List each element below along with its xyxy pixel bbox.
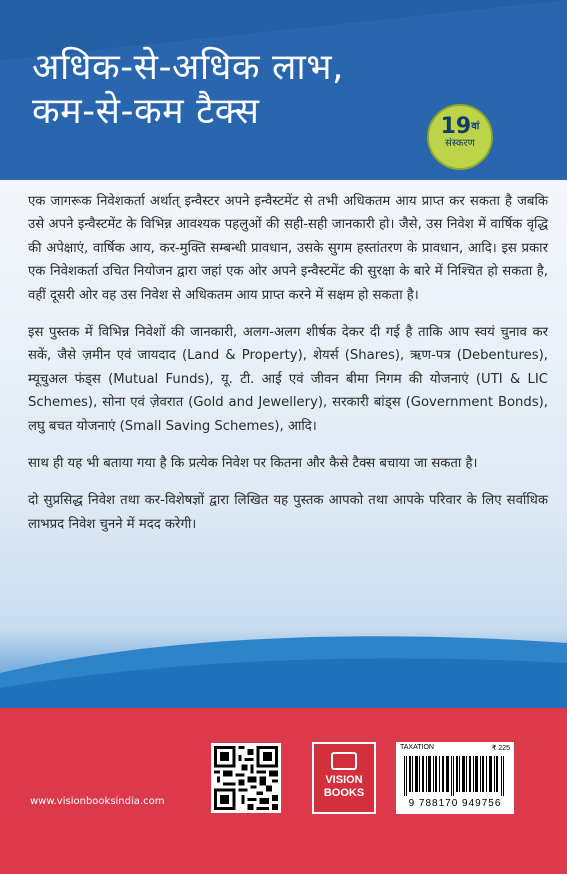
- price-label: ₹ 225: [491, 745, 510, 752]
- edition-label: संस्करण: [445, 138, 475, 149]
- edition-badge: [427, 104, 493, 170]
- blurb-text: [28, 190, 548, 550]
- edition-suffix: वां: [471, 121, 480, 132]
- logo-text-books: BOOKS: [323, 787, 365, 799]
- header-banner: [0, 0, 567, 180]
- website-url[interactable]: www.visionbooksindia.com: [30, 796, 165, 807]
- edition-number: 19: [440, 114, 472, 139]
- paragraph-2: इस पुस्तक में विभिन्न निवेशों की जानकारी, अलग-अलग शीर्षक देकर दी गई है ताकि आप स्वयं चुनाव कर सकें, जैसे ज़मीन एवं जायदाद (Land & Property), शेयर्स (Shares), ऋण-पत्र (Debentures), म्यूचुअल फंड्स (Mutual Funds), यू. टी. आई एवं जीवन बीमा निगम की योजनाएं (UTI & LIC Schemes), सोना एवं ज़ेवरात (Gold and Jewellery), सरकारी बांड्स (Government Bonds), लघु बचत योजनाएं (Small Saving Schemes), आदि।: [28, 325, 548, 434]
- paragraph-3: साथ ही यह भी बताया गया है कि प्रत्येक निवेश पर कितना और कैसे टैक्स बचाया जा सकता है।: [28, 456, 478, 472]
- title-line-1: अधिक-से-अधिक लाभ,: [32, 47, 344, 88]
- book-icon: [331, 752, 357, 770]
- paragraph-4: दो सुप्रसिद्ध निवेश तथा कर-विशेषज्ञों द्वारा लिखित यह पुस्तक आपको तथा आपके परिवार के लिए सर्वाधिक लाभप्रद निवेश चुनने में मदद करेगी।: [28, 493, 548, 532]
- logo-text-vision: VISION: [325, 774, 363, 786]
- vision-books-logo: [312, 742, 376, 814]
- barcode-icon: [404, 756, 506, 796]
- blue-wave: [0, 618, 567, 708]
- qr-code-icon: [211, 743, 281, 813]
- paragraph-1: एक जागरूक निवेशकर्ता अर्थात् इन्वैस्टर अपने इन्वैस्टमेंट से तभी अधिकतम आय प्राप्त कर सकता है जबकि उसे अपने इन्वैस्टमेंट के विभिन्न आवश्यक पहलुओं की सही-सही जानकारी हो। जैसे, उस निवेश में वार्षिक वृद्धि की अपेक्षाएं, वार्षिक आय, कर-मुक्ति सम्बन्धी प्रावधान, उसके सुगम हस्तांतरण के प्रावधान, आदि। इस प्रकार एक निवेशकर्ता उचित नियोजन द्वारा जहां एक ओर अपने इन्वैस्टमेंट की सुरक्षा के बारे में निश्चित हो सकता है, वहीं दूसरी ओर वह उस निवेश से अधिकतम आय प्राप्त करने में सक्षम हो सकता है।: [28, 194, 548, 303]
- category-label: TAXATION: [400, 744, 434, 751]
- isbn-number: 9 788170 949756: [408, 798, 502, 809]
- title-line-2: कम-से-कम टैक्स: [32, 91, 260, 132]
- barcode-panel: [396, 742, 514, 814]
